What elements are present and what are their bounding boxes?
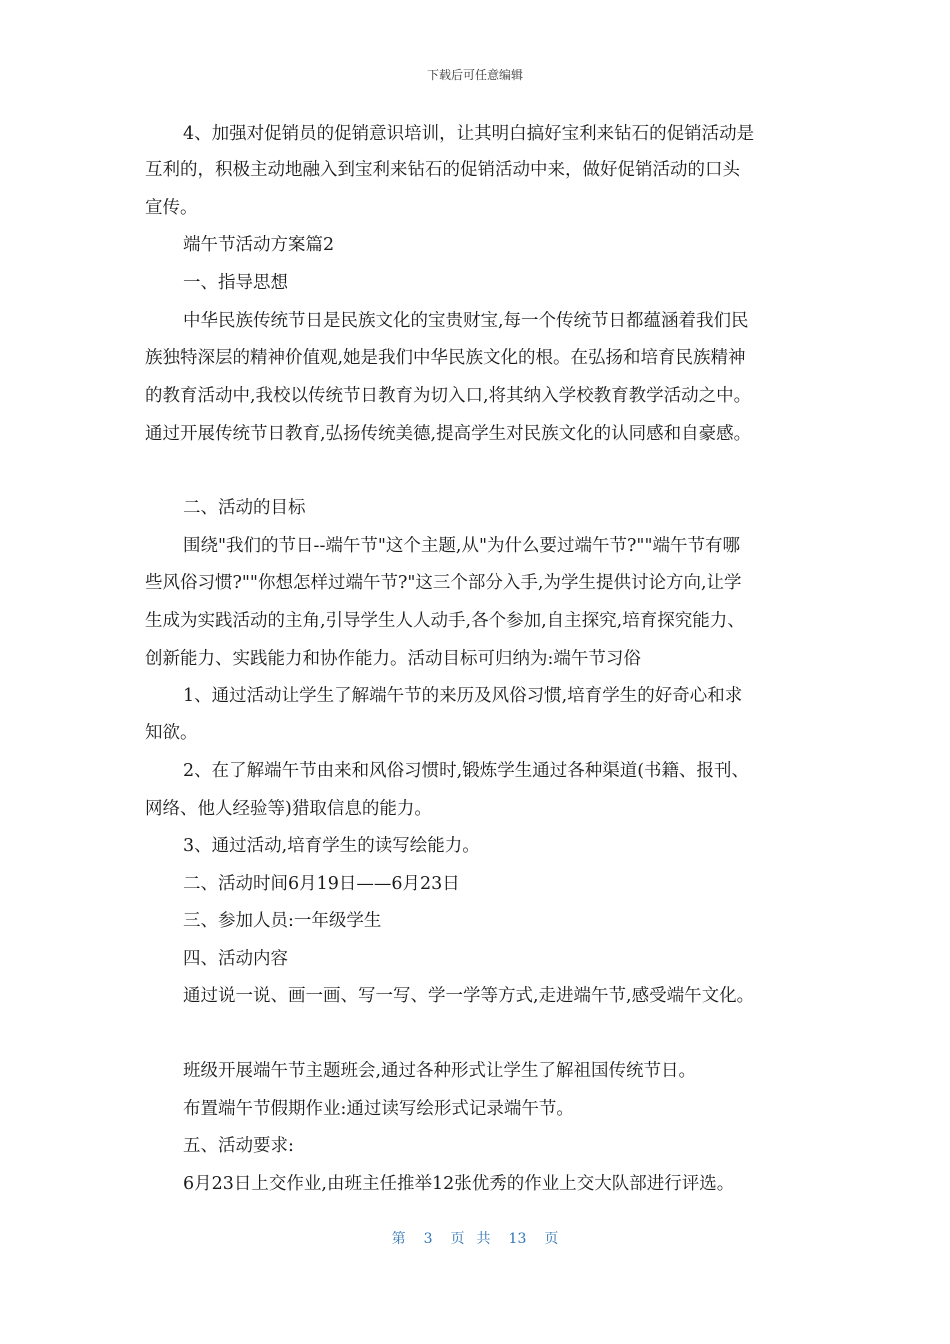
footer-suffix: 页 [544, 1231, 559, 1247]
page-header: 下载后可任意编辑 [426, 68, 523, 82]
section-heading: 一、指导思想 [183, 273, 288, 293]
footer-prefix: 第 [391, 1231, 406, 1247]
page-footer [0, 1228, 950, 1248]
paragraph-line: 生成为实践活动的主角,引导学生人人动手,各个参加,自主探究,培育探究能力、 [145, 611, 745, 631]
paragraph-line: 宣传。 [145, 198, 198, 218]
paragraph-line: 通过说一说、画一画、写一写、学一学等方式,走进端午节,感受端午文化。 [183, 986, 755, 1006]
paragraph-line: 布置端午节假期作业:通过读写绘形式记录端午节。 [183, 1099, 574, 1119]
paragraph-line: 通过开展传统节日教育,弘扬传统美德,提高学生对民族文化的认同感和自豪感。 [145, 424, 752, 444]
paragraph-line: 4、加强对促销员的促销意识培训，让其明白搞好宝利来钻石的促销活动是 [183, 124, 755, 144]
footer-current-page: 3 [423, 1231, 433, 1247]
paragraph-line: 围绕"我们的节日--端午节"这个主题,从"为什么要过端午节?""端午节有哪 [183, 536, 741, 556]
section-heading: 二、活动时间6月19日——6月23日 [183, 874, 460, 894]
paragraph-line: 些风俗习惯?""你想怎样过端午节?"这三个部分入手,为学生提供讨论方向,让学 [145, 573, 742, 593]
section-title: 端午节活动方案篇2 [183, 235, 335, 255]
section-heading: 四、活动内容 [183, 949, 288, 969]
paragraph-line: 班级开展端午节主题班会,通过各种形式让学生了解祖国传统节日。 [183, 1061, 697, 1081]
paragraph-line: 2、在了解端午节由来和风俗习惯时,锻炼学生通过各种渠道(书籍、报刊、 [183, 761, 750, 781]
paragraph-line: 族独特深层的精神价值观,她是我们中华民族文化的根。在弘扬和培育民族精神 [145, 348, 746, 368]
paragraph-line: 1、通过活动让学生了解端午节的来历及风俗习惯,培育学生的好奇心和求 [183, 686, 743, 706]
paragraph-line: 的教育活动中,我校以传统节日教育为切入口,将其纳入学校教育教学活动之中。 [145, 386, 752, 406]
paragraph-line: 互利的，积极主动地融入到宝利来钻石的促销活动中来，做好促销活动的口头 [145, 160, 740, 180]
paragraph-line: 6月23日上交作业,由班主任推举12张优秀的作业上交大队部进行评选。 [183, 1174, 735, 1194]
section-heading: 三、参加人员:一年级学生 [183, 911, 382, 931]
footer-middle: 页共 [450, 1231, 503, 1247]
section-heading: 二、活动的目标 [183, 498, 306, 518]
section-heading: 五、活动要求: [183, 1136, 294, 1156]
footer-total-pages: 13 [508, 1231, 527, 1247]
paragraph-line: 网络、他人经验等)猎取信息的能力。 [145, 799, 432, 819]
paragraph-line: 创新能力、实践能力和协作能力。活动目标可归纳为:端午节习俗 [145, 649, 641, 669]
paragraph-line: 3、通过活动,培育学生的读写绘能力。 [183, 836, 480, 856]
paragraph-line: 中华民族传统节日是民族文化的宝贵财宝,每一个传统节日都蕴涵着我们民 [183, 311, 749, 331]
paragraph-line: 知欲。 [145, 723, 198, 743]
